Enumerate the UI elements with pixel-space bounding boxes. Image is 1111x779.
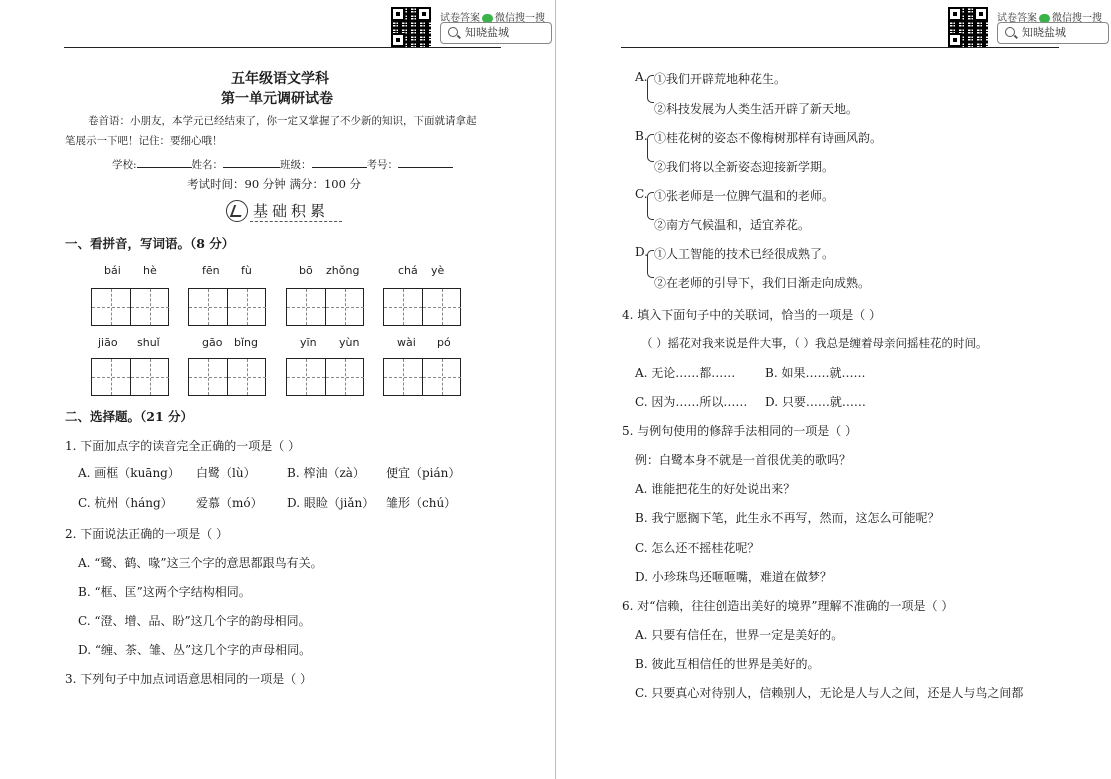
q3-sentence: ②我们将以全新姿态迎接新学期。: [654, 160, 835, 174]
q5-option[interactable]: B. 我宁愿搁下笔，此生永不再写，然而，这怎么可能呢？: [635, 511, 940, 525]
writing-grid[interactable]: [383, 358, 461, 396]
q1-option[interactable]: 雏形（chú）: [386, 496, 457, 510]
name-blank[interactable]: [223, 155, 280, 168]
pinyin: fēn: [202, 264, 220, 277]
question-2: 2. 下面说法正确的一项是（ ）: [65, 527, 229, 541]
brush-logo-icon: [226, 200, 248, 222]
brace: [647, 192, 654, 220]
q4-option[interactable]: A. 无论……都……: [635, 366, 736, 380]
pinyin: wài: [397, 336, 416, 349]
q2-option[interactable]: D. “缠、茶、雏、丛”这几个字的声母相同。: [78, 643, 312, 657]
class-blank[interactable]: [312, 155, 367, 168]
q1-option[interactable]: 爱慕（mó）: [196, 496, 263, 510]
q1-option[interactable]: 白鹭（lù）: [196, 466, 256, 480]
q3-sentence: ①人工智能的技术已经很成熟了。: [654, 247, 835, 261]
q3-sentence: ①桂花树的姿态不像梅树那样有诗画风韵。: [654, 131, 883, 145]
question-1: 1. 下面加点字的读音完全正确的一项是（ ）: [65, 439, 301, 453]
q3-sentence: ②在老师的引导下，我们日渐走向成熟。: [654, 276, 871, 290]
pinyin: bǐng: [234, 336, 258, 349]
header-label: 试卷答案 微信搜一搜: [997, 13, 1102, 24]
exam-title: 五年级语文学科: [231, 71, 329, 87]
q4-sentence: （ ）摇花对我来说是件大事，（ ）我总是缠着母亲问摇桂花的时间。: [641, 336, 988, 350]
writing-grid[interactable]: [91, 288, 169, 326]
q1-option[interactable]: B. 榨油（zà）: [287, 466, 365, 480]
pinyin: hè: [143, 264, 157, 277]
pinyin: jiāo: [98, 336, 118, 349]
q3-sentence: ②科技发展为人类生活开辟了新天地。: [654, 102, 859, 116]
school-blank[interactable]: [137, 155, 192, 168]
pinyin: shuǐ: [137, 336, 160, 349]
q2-option[interactable]: B. “框、匡”这两个字结构相同。: [78, 585, 251, 599]
q1-option[interactable]: D. 眼睑（jiǎn）: [287, 496, 375, 510]
q3-sentence: ①张老师是一位脾气温和的老师。: [654, 189, 835, 203]
writing-grid[interactable]: [188, 288, 266, 326]
q4-option[interactable]: D. 只要……就……: [765, 395, 866, 409]
q3-option-letter[interactable]: D.: [635, 245, 649, 259]
intro-line-2: 笔展示一下吧！记住：要细心哦！: [65, 135, 223, 147]
pinyin: pó: [437, 336, 451, 349]
question-4: 4. 填入下面句子中的关联词，恰当的一项是（ ）: [622, 308, 882, 322]
writing-grid[interactable]: [91, 358, 169, 396]
q4-option[interactable]: B. 如果……就……: [765, 366, 866, 380]
right-page: [557, 0, 1111, 779]
pinyin: fù: [241, 264, 252, 277]
pinyin: gāo: [202, 336, 223, 349]
q2-option[interactable]: C. “澄、增、品、盼”这几个字的韵母相同。: [78, 614, 311, 628]
q3-sentence: ②南方气候温和，适宜养花。: [654, 218, 811, 232]
question-5: 5. 与例句使用的修辞手法相同的一项是（ ）: [622, 424, 858, 438]
qr-code-icon: [391, 7, 431, 47]
writing-grid[interactable]: [188, 358, 266, 396]
q3-option-letter[interactable]: B.: [635, 129, 648, 143]
q5-option[interactable]: A. 谁能把花生的好处说出来？: [635, 482, 796, 496]
student-info-fields: 学校: 姓名： 班级： 考号：: [112, 155, 453, 172]
brace: [647, 250, 654, 278]
header-rule: [64, 47, 501, 48]
q3-sentence: ①我们开辟荒地种花生。: [654, 72, 787, 86]
q2-heading: 二、选择题。（21 分）: [65, 409, 193, 424]
search-icon: [448, 27, 458, 37]
search-input[interactable]: 知晓盐城: [997, 22, 1109, 44]
q4-option[interactable]: C. 因为……所以……: [635, 395, 748, 409]
writing-grid[interactable]: [383, 288, 461, 326]
q1-option[interactable]: C. 杭州（háng）: [78, 496, 173, 510]
q6-option[interactable]: A. 只要有信任在，世界一定是美好的。: [635, 628, 844, 642]
q3-option-letter[interactable]: A.: [635, 70, 648, 84]
header-rule: [621, 47, 1059, 48]
q5-option[interactable]: C. 怎么还不摇桂花呢？: [635, 541, 760, 555]
pinyin: yùn: [339, 336, 360, 349]
question-6: 6. 对“信赖，往往创造出美好的境界”理解不准确的一项是（ ）: [622, 599, 954, 613]
q3-option-letter[interactable]: C.: [635, 187, 648, 201]
q5-option[interactable]: D. 小珍珠鸟还咂咂嘴，难道在做梦？: [635, 570, 832, 584]
section-badge: 基础积累: [226, 199, 342, 223]
q1-heading: 一、看拼音，写词语。（8 分）: [65, 236, 235, 251]
search-input[interactable]: 知晓盐城: [440, 22, 552, 44]
search-icon: [1005, 27, 1015, 37]
writing-grid[interactable]: [286, 288, 364, 326]
q1-option[interactable]: A. 画框（kuāng）: [78, 466, 180, 480]
pinyin: bō: [299, 264, 313, 277]
exam-info: 考试时间：90 分钟 满分：100 分: [187, 177, 362, 191]
q6-option[interactable]: B. 彼此互相信任的世界是美好的。: [635, 657, 820, 671]
header-label: 试卷答案 微信搜一搜: [440, 13, 545, 24]
pinyin: zhǒng: [326, 264, 360, 277]
question-3: 3. 下列句子中加点词语意思相同的一项是（ ）: [65, 672, 313, 686]
pinyin: bái: [104, 264, 121, 277]
pinyin: chá: [398, 264, 418, 277]
q2-option[interactable]: A. “鹭、鹤、喙”这三个字的意思都跟鸟有关。: [78, 556, 323, 570]
q6-option[interactable]: C. 只要真心对待别人，信赖别人，无论是人与人之间，还是人与鸟之间都: [635, 686, 1024, 700]
number-blank[interactable]: [398, 155, 453, 168]
brace: [647, 75, 654, 103]
brace: [647, 134, 654, 162]
q5-example: 例：白鹭本身不就是一首很优美的歌吗？: [635, 453, 852, 467]
intro-line-1: 卷首语：小朋友，本学元已经结束了，你一定又掌握了不少新的知识，下面就请拿起: [88, 115, 477, 127]
pinyin: yīn: [300, 336, 317, 349]
writing-grid[interactable]: [286, 358, 364, 396]
pinyin: yè: [431, 264, 445, 277]
q1-option[interactable]: 便宜（pián）: [386, 466, 461, 480]
exam-subtitle: 第一单元调研试卷: [221, 91, 333, 107]
qr-code-icon: [948, 7, 988, 47]
